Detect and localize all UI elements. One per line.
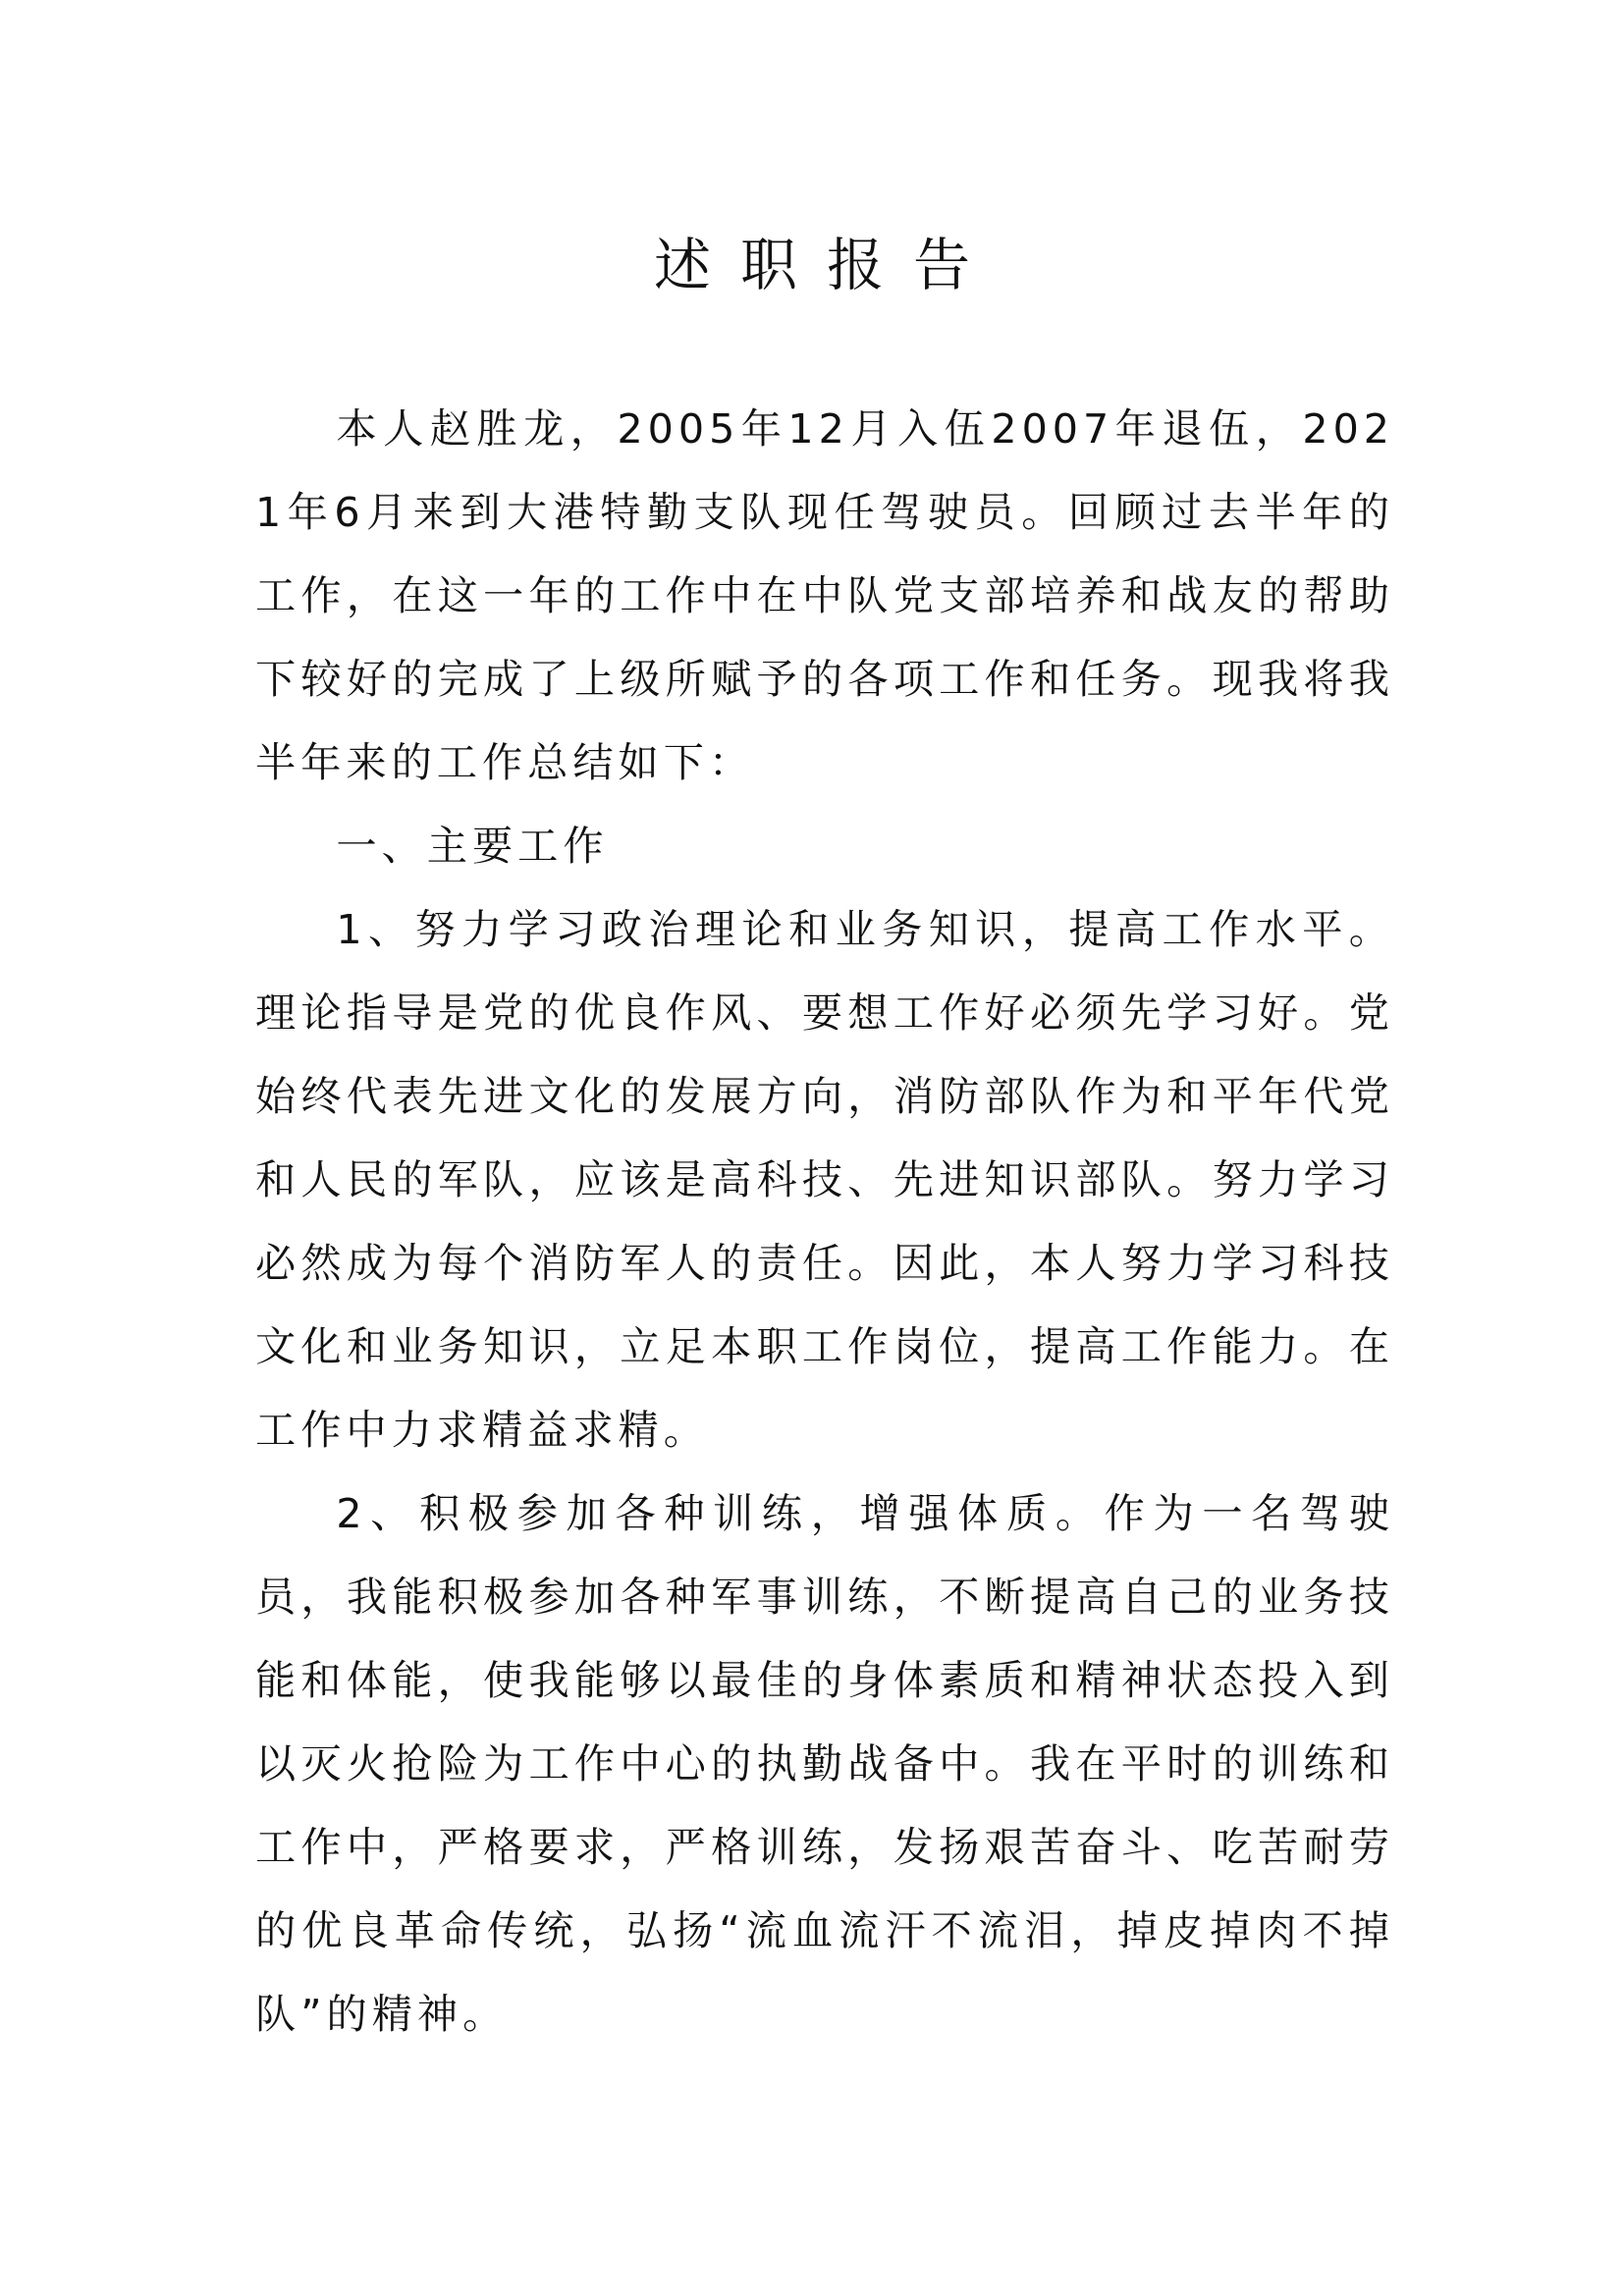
paragraph-study: 1、努力学习政治理论和业务知识，提高工作水平。理论指导是党的优良作风、要想工作好必须先学习好。党始终代表先进文化的发展方向，消防部队作为和平年代党和人民的军队，应该是高科技、先进知识部队。努力学习必然成为每个消防军人的责任。因此，本人努力学习科技文化和业务知识，立足本职工作岗位，提高工作能力。在工作中力求精益求精。 [255, 906, 1394, 1454]
paragraph-intro: 本人赵胜龙，2005年12月入伍2007年退伍，2021年6月来到大港特勤支队现任驾驶员。回顾过去半年的工作，在这一年的工作中在中队党支部培养和战友的帮助下较好的完成了上级所赋予的各项工作和任务。现我将我半年来的工作总结如下： [255, 405, 1394, 786]
section-heading-main-work: 一、主要工作 [336, 823, 609, 870]
paragraph-training: 2、积极参加各种训练，增强体质。作为一名驾驶员，我能积极参加各种军事训练，不断提高自己的业务技能和体能，使我能够以最佳的身体素质和精神状态投入到以灭火抢险为工作中心的执勤战备中。我在平时的训练和工作中，严格要求，严格训练，发扬艰苦奋斗、吃苦耐劳的优良革命传统，弘扬“流血流汗不流泪，掉皮掉肉不掉队”的精神。 [255, 1490, 1394, 2038]
document-body [255, 388, 1394, 2056]
document-title: 述职报告 [653, 232, 1000, 298]
